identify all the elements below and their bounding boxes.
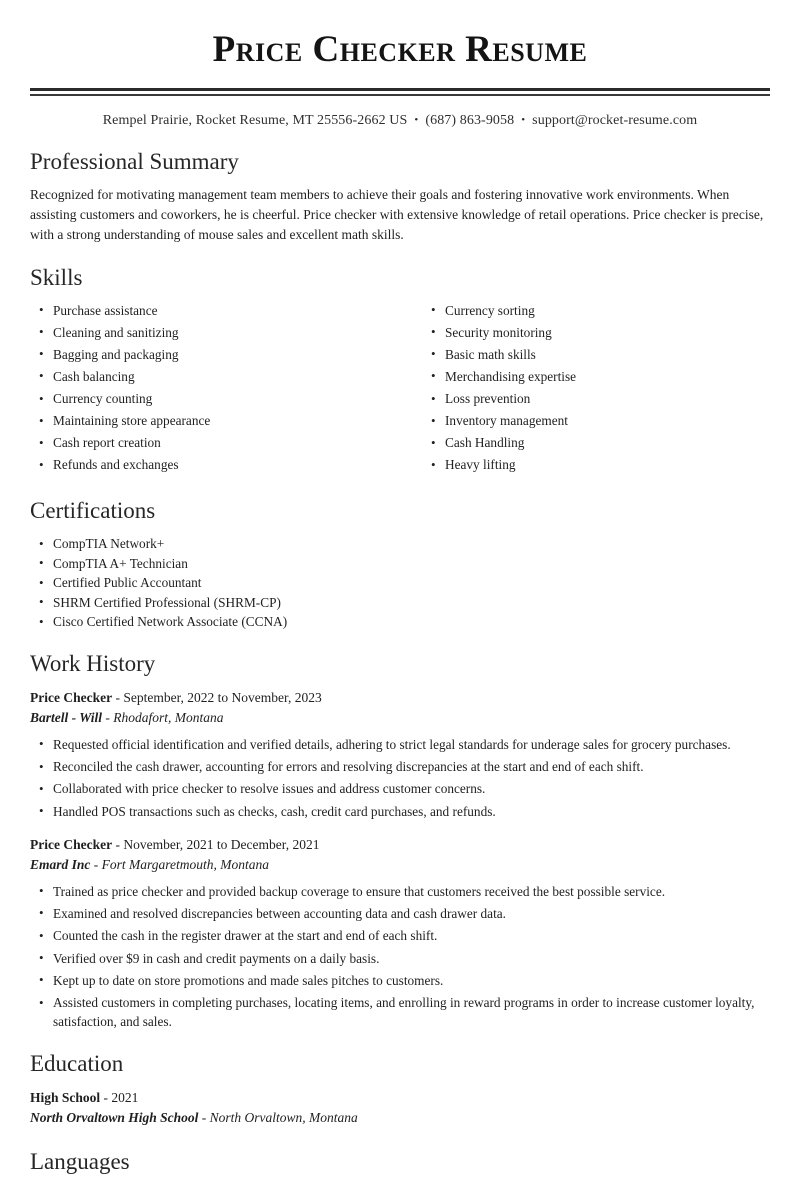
list-item: • Assisted customers in completing purchases, locating items, and enrolling in reward programs in order to increase customer loyalty, satisfaction, and sales. [30, 994, 770, 1031]
list-item: • Cash Handling [422, 434, 770, 452]
education-school-dash: - [201, 1110, 207, 1126]
section-education [30, 1050, 770, 1128]
section-heading-work-history: Work History [30, 651, 156, 677]
job-location: Rhodafort, Montana [113, 710, 224, 726]
skills-columns [30, 302, 770, 479]
job-dates: November, 2021 to December, 2021 [123, 837, 320, 853]
list-item: • Cash balancing [30, 368, 400, 386]
job-responsibilities-list [30, 736, 770, 821]
skills-column-left [30, 302, 400, 479]
section-heading-certifications: Certifications [30, 498, 156, 524]
list-item: • Currency sorting [422, 302, 770, 320]
section-skills [30, 264, 770, 478]
job-dash: - [115, 690, 120, 706]
job-title: Price Checker [30, 690, 113, 706]
header-divider [30, 88, 770, 96]
contact-separator-2: • [521, 114, 526, 127]
list-item: • Loss prevention [422, 390, 770, 408]
education-dash: - [103, 1089, 109, 1105]
section-heading-languages: Languages [30, 1149, 130, 1175]
education-location: North Orvaltown, Montana [209, 1110, 358, 1126]
list-item: • Merchandising expertise [422, 368, 770, 386]
list-item: • Examined and resolved discrepancies between accounting data and cash drawer data. [30, 905, 770, 923]
job-responsibilities-list [30, 883, 770, 1031]
education-entry [30, 1088, 770, 1129]
list-item: • Reconciled the cash drawer, accounting for errors and resolving discrepancies at the start and end of each shift. [30, 758, 770, 776]
skills-list-right [422, 302, 770, 475]
section-heading-education: Education [30, 1051, 124, 1077]
job-company-line [30, 855, 770, 875]
section-certifications [30, 497, 770, 631]
job-company-dash: - [105, 710, 110, 726]
job-title: Price Checker [30, 837, 113, 853]
list-item: • Inventory management [422, 412, 770, 430]
contact-separator-1: • [414, 114, 419, 127]
section-heading-professional-summary: Professional Summary [30, 148, 239, 174]
list-item: • Collaborated with price checker to resolve issues and address customer concerns. [30, 780, 770, 798]
skills-column-right [400, 302, 770, 479]
professional-summary-text: Recognized for motivating management team members to achieve their goals and fostering innovative work environments. When assisting customers and coworkers, he is cheerful. Price checker with extensive knowledge of retail operations. Price checker is precise, with a strong understanding of mouse sales and excellent math skills. [30, 187, 764, 243]
job-company: Bartell - Will [30, 710, 103, 726]
contact-address: Rempel Prairie, Rocket Resume, MT 25556-2662 US [102, 112, 408, 128]
section-professional-summary [30, 148, 770, 245]
work-history-entry [30, 835, 770, 1031]
job-dates: September, 2022 to November, 2023 [123, 690, 322, 706]
list-item: • Cisco Certified Network Associate (CCNA) [30, 613, 770, 631]
list-item: • Currency counting [30, 390, 400, 408]
job-company-line [30, 708, 770, 728]
list-item: • Cash report creation [30, 434, 400, 452]
job-title-line [30, 835, 770, 855]
contact-phone[interactable]: (687) 863-9058 [425, 112, 515, 128]
list-item: • Refunds and exchanges [30, 456, 400, 474]
education-school: North Orvaltown High School [30, 1110, 199, 1126]
list-item: • Bagging and packaging [30, 346, 400, 364]
list-item: • Requested official identification and verified details, adhering to strict legal standards for underage sales for grocery purchases. [30, 736, 770, 754]
work-history-entry [30, 688, 770, 821]
section-work-history [30, 650, 770, 1031]
list-item: • SHRM Certified Professional (SHRM-CP) [30, 594, 770, 612]
list-item: • Certified Public Accountant [30, 574, 770, 592]
job-company: Emard Inc [30, 857, 91, 873]
section-heading-skills: Skills [30, 264, 83, 290]
list-item: • Trained as price checker and provided backup coverage to ensure that customers received the best possible service. [30, 883, 770, 901]
contact-email[interactable]: support@rocket-resume.com [532, 112, 698, 128]
certifications-list [30, 535, 770, 631]
skills-list-left [30, 302, 400, 475]
job-dash: - [115, 837, 120, 853]
list-item: • Basic math skills [422, 346, 770, 364]
contact-line [30, 113, 770, 129]
list-item: • Maintaining store appearance [30, 412, 400, 430]
list-item: • Counted the cash in the register drawer at the start and end of each shift. [30, 927, 770, 945]
list-item: • Heavy lifting [422, 456, 770, 474]
education-year: 2021 [111, 1089, 139, 1105]
job-company-dash: - [93, 857, 99, 873]
job-title-line [30, 688, 770, 708]
resume-title: Price Checker Resume [212, 29, 588, 70]
list-item: • CompTIA Network+ [30, 535, 770, 553]
job-location: Fort Margaretmouth, Montana [101, 857, 270, 873]
education-school-line [30, 1108, 770, 1128]
divider-thin-line [30, 94, 770, 96]
list-item: • Cleaning and sanitizing [30, 324, 400, 342]
list-item: • CompTIA A+ Technician [30, 555, 770, 573]
list-item: • Kept up to date on store promotions and made sales pitches to customers. [30, 972, 770, 990]
list-item: • Handled POS transactions such as checks, cash, credit card purchases, and refunds. [30, 803, 770, 821]
list-item: • Purchase assistance [30, 302, 400, 320]
list-item: • Verified over $9 in cash and credit payments on a daily basis. [30, 950, 770, 968]
education-degree-line [30, 1088, 770, 1108]
list-item: • Security monitoring [422, 324, 770, 342]
section-languages [30, 1148, 770, 1177]
education-degree: High School [30, 1089, 101, 1105]
